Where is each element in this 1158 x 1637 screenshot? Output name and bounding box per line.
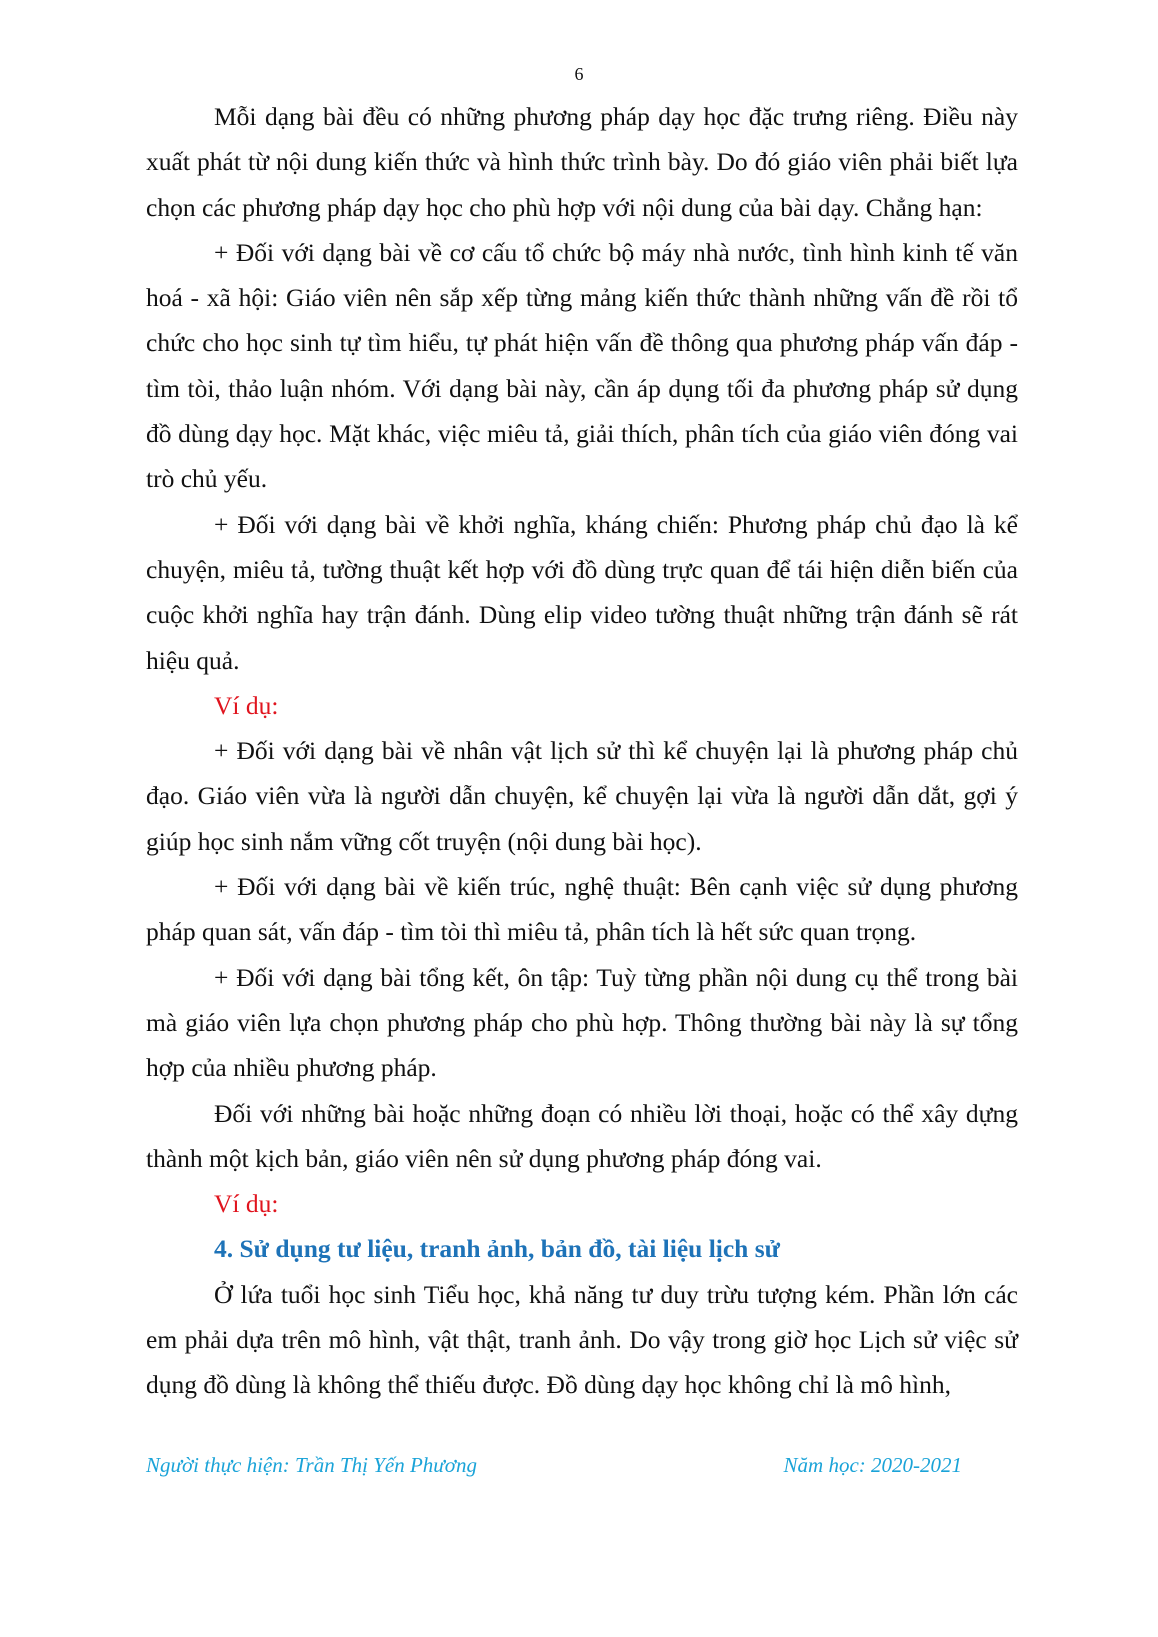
paragraph-architecture-art: + Đối với dạng bài về kiến trúc, nghệ thuật: Bên cạnh việc sử dụng phương pháp quan sát, vấn đáp - tìm tòi thì miêu tả, phân tích là hết sức quan trọng.: [146, 872, 1018, 947]
paragraph-state-structure: + Đối với dạng bài về cơ cấu tổ chức bộ máy nhà nước, tình hình kinh tế văn hoá - xã hội: Giáo viên nên sắp xếp từng mảng kiến thức thành những vấn đề rồi tổ chức cho học sinh tự tìm hiểu, tự phát hiện vấn đề thông qua phương pháp vấn đáp - tìm tòi, thảo luận nhóm. Với dạng bài này, cần áp dụng tối đa phương pháp sử dụng đồ dùng dạy học. Mặt khác, việc miêu tả, giải thích, phân tích của giáo viên đóng vai trò chủ yếu.: [146, 237, 1018, 494]
example-label: Ví dụ:: [214, 1189, 279, 1219]
paragraph-teaching-aids: Ở lứa tuổi học sinh Tiểu học, khả năng tư duy trừu tượng kém. Phần lớn các em phải dựa trên mô hình, vật thật, tranh ảnh. Do vậy trong giờ học Lịch sử việc sử dụng đồ dùng là không thể thiếu được. Đồ dùng dạy học không chỉ là mô hình,: [146, 1279, 1018, 1400]
page-number: 6: [574, 64, 584, 84]
paragraph-uprisings: + Đối với dạng bài về khởi nghĩa, kháng chiến: Phương pháp chủ đạo là kể chuyện, miêu tả, tường thuật kết hợp với đồ dùng trực quan để tái hiện diễn biến của cuộc khởi nghĩa hay trận đánh. Dùng elip video tường thuật những trận đánh sẽ rát hiệu quả.: [146, 509, 1018, 675]
footer-school-year: Năm học: 2020-2021: [783, 1453, 962, 1477]
footer-author: Người thực hiện: Trần Thị Yến Phương: [146, 1453, 477, 1477]
paragraph-historical-figures: + Đối với dạng bài về nhân vật lịch sử thì kể chuyện lại là phương pháp chủ đạo. Giáo viên vừa là người dẫn chuyện, kể chuyện lại vừa là người dẫn dắt, gợi ý giúp học sinh nắm vững cốt truyện (nội dung bài học).: [146, 736, 1018, 856]
document-body: [146, 94, 1018, 1408]
paragraph-review: + Đối với dạng bài tổng kết, ôn tập: Tuỳ từng phần nội dung cụ thể trong bài mà giáo viên lựa chọn phương pháp cho phù hợp. Thông thường bài này là sự tổng hợp của nhiều phương pháp.: [146, 962, 1018, 1083]
section-heading: 4. Sử dụng tư liệu, tranh ảnh, bản đồ, tài liệu lịch sử: [214, 1234, 780, 1264]
paragraph-role-play: Đối với những bài hoặc những đoạn có nhiều lời thoại, hoặc có thể xây dựng thành một kịch bản, giáo viên nên sử dụng phương pháp đóng vai.: [146, 1098, 1018, 1173]
example-label: Ví dụ:: [214, 690, 279, 720]
paragraph-intro: Mỗi dạng bài đều có những phương pháp dạy học đặc trưng riêng. Điều này xuất phát từ nội dung kiến thức và hình thức trình bày. Do đó giáo viên phải biết lựa chọn các phương pháp dạy học cho phù hợp với nội dung của bài dạy. Chẳng hạn:: [146, 102, 1018, 222]
page-footer: [146, 1453, 962, 1478]
